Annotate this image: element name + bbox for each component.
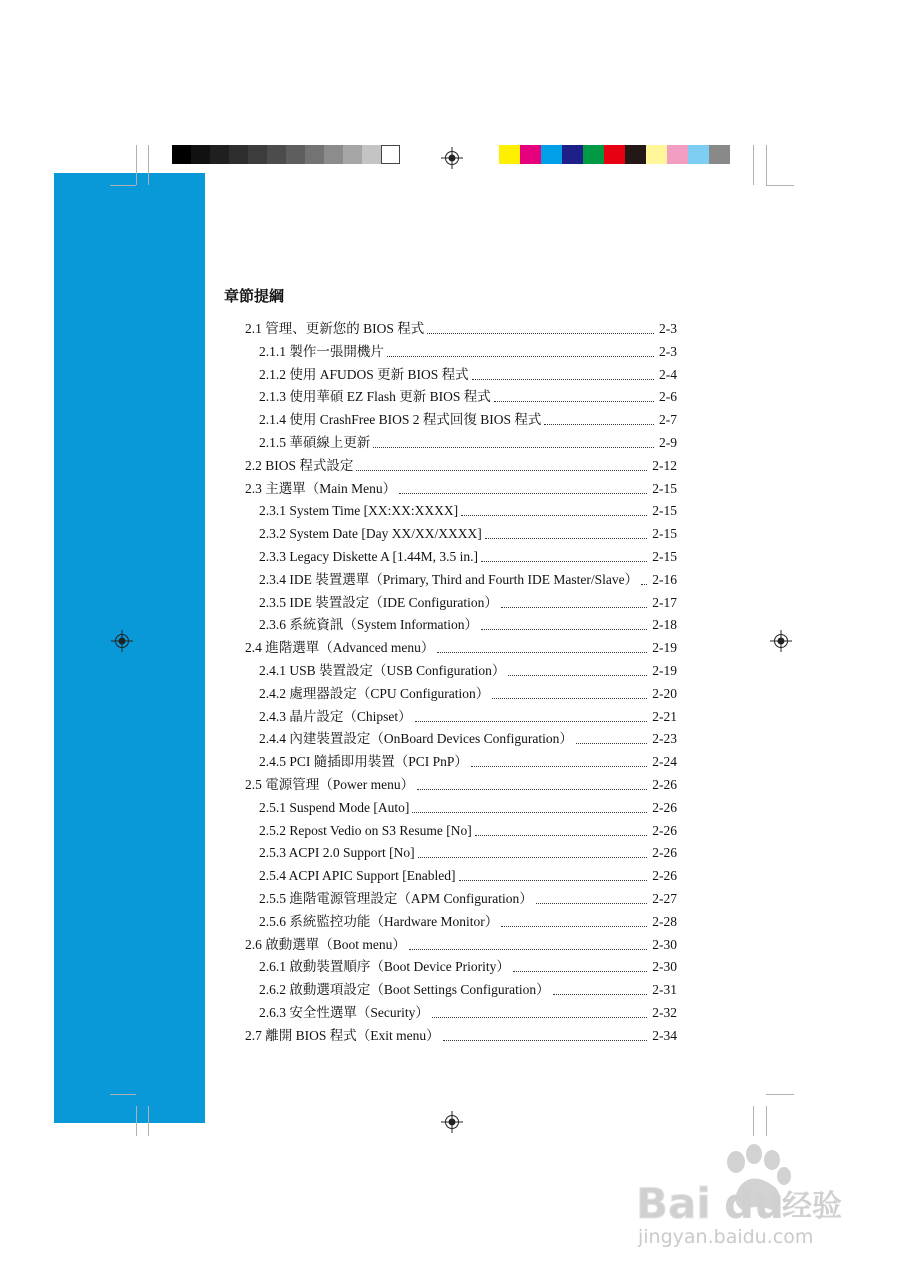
toc-dot-leader xyxy=(443,1040,648,1041)
grayscale-swatch xyxy=(286,145,305,164)
toc-entry-page: 2-31 xyxy=(652,982,677,998)
toc-entry-page: 2-34 xyxy=(652,1027,677,1043)
toc-entry-title: 2.4.5 PCI 隨插即用裝置（PCI PnP） xyxy=(259,754,468,770)
toc-entry xyxy=(259,612,677,634)
color-swatch xyxy=(667,145,688,164)
toc-entry-title: 2.4.1 USB 裝置設定（USB Configuration） xyxy=(259,663,506,678)
toc-dot-leader xyxy=(387,356,654,357)
baidu-jingyan-watermark xyxy=(636,1140,846,1250)
toc-entry xyxy=(259,704,677,726)
toc-dot-leader xyxy=(544,424,654,425)
color-swatch xyxy=(562,145,583,164)
toc-entry xyxy=(259,795,677,817)
toc-entry xyxy=(259,567,677,589)
toc-entry-page: 2-3 xyxy=(659,343,677,359)
toc-entry xyxy=(259,726,677,748)
toc-entry xyxy=(259,362,677,384)
toc-dot-leader xyxy=(412,812,647,813)
grayscale-swatch xyxy=(381,145,400,164)
toc-entry xyxy=(259,681,677,703)
toc-entry xyxy=(259,407,677,429)
toc-entry-title: 2.3.1 System Time [XX:XX:XXXX] xyxy=(259,503,459,519)
toc-entry-page: 2-17 xyxy=(652,594,677,610)
grayscale-swatch xyxy=(210,145,229,164)
grayscale-swatch xyxy=(248,145,267,164)
toc-dot-leader xyxy=(437,652,647,653)
toc-entry-page: 2-27 xyxy=(652,891,677,906)
registration-mark-icon xyxy=(770,630,792,652)
toc-dot-leader xyxy=(481,561,647,562)
toc-entry-title: 2.5.5 進階電源管理設定（APM Configuration） xyxy=(259,891,533,906)
toc-entry xyxy=(245,476,677,498)
color-swatch xyxy=(604,145,625,164)
toc-dot-leader xyxy=(641,584,647,585)
toc-dot-leader xyxy=(432,1017,647,1018)
toc-entry xyxy=(245,316,677,338)
toc-entry-title: 2.3.6 系統資訊（System Information） xyxy=(259,617,478,633)
toc-entry-page: 2-30 xyxy=(652,936,677,952)
toc-entry-title: 2.6 啟動選單（Boot menu） xyxy=(245,936,406,952)
toc-entry xyxy=(259,521,677,543)
toc-entry xyxy=(245,1023,677,1045)
toc-entry-title: 2.7 離開 BIOS 程式（Exit menu） xyxy=(245,1027,440,1043)
toc-dot-leader xyxy=(501,926,647,927)
toc-entry xyxy=(259,840,677,862)
toc-entry xyxy=(245,772,677,794)
toc-entry-title: 2.5.3 ACPI 2.0 Support [No] xyxy=(259,845,415,861)
color-swatch xyxy=(688,145,709,164)
toc-entry-page: 2-26 xyxy=(652,777,677,792)
grayscale-swatch xyxy=(343,145,362,164)
toc-entry xyxy=(259,954,677,976)
color-swatch xyxy=(583,145,604,164)
toc-entry-title: 2.4.3 晶片設定（Chipset） xyxy=(259,708,412,724)
color-swatch xyxy=(709,145,730,164)
toc-entry-page: 2-30 xyxy=(652,959,677,975)
toc-entry xyxy=(259,658,677,680)
toc-entry-title: 2.1.4 使用 CrashFree BIOS 2 程式回復 BIOS 程式 xyxy=(259,412,542,428)
toc-entry xyxy=(259,863,677,885)
toc-dot-leader xyxy=(494,401,654,402)
registration-mark-icon xyxy=(111,630,133,652)
toc-entry-title: 2.3 主選單（Main Menu） xyxy=(245,480,397,496)
watermark-cn: 经验 xyxy=(782,1189,842,1224)
toc-dot-leader xyxy=(356,470,647,471)
registration-mark-icon xyxy=(441,147,463,169)
registration-mark-icon xyxy=(441,1111,463,1133)
toc-entry-page: 2-26 xyxy=(652,868,677,884)
toc-dot-leader xyxy=(409,949,647,950)
toc-entry-page: 2-7 xyxy=(659,412,677,428)
toc-heading: 章節提綱 xyxy=(224,287,285,305)
color-swatch xyxy=(625,145,646,164)
grayscale-swatch xyxy=(362,145,381,164)
toc-entry-title: 2.5.2 Repost Vedio on S3 Resume [No] xyxy=(259,822,472,838)
toc-entry-page: 2-9 xyxy=(659,435,677,450)
toc-entry-title: 2.6.2 啟動選項設定（Boot Settings Configuration） xyxy=(259,982,550,998)
toc-entry xyxy=(245,453,677,475)
toc-entry-title: 2.1.2 使用 AFUDOS 更新 BIOS 程式 xyxy=(259,366,469,382)
watermark-url: jingyan.baidu.com xyxy=(638,1226,814,1248)
toc-dot-leader xyxy=(417,789,647,790)
toc-dot-leader xyxy=(472,379,654,380)
toc-entry-page: 2-28 xyxy=(652,913,677,929)
toc-entry-title: 2.4.4 內建裝置設定（OnBoard Devices Configuration） xyxy=(259,731,573,747)
toc-entry xyxy=(259,1000,677,1022)
toc-dot-leader xyxy=(553,994,648,995)
grayscale-swatch xyxy=(324,145,343,164)
toc-dot-leader xyxy=(513,971,647,972)
toc-entry xyxy=(259,818,677,840)
toc-entry-page: 2-3 xyxy=(659,321,677,336)
color-swatch xyxy=(520,145,541,164)
toc-entry-page: 2-15 xyxy=(652,549,677,564)
toc-entry-title: 2.4 進階選單（Advanced menu） xyxy=(245,640,435,656)
toc-entry-page: 2-32 xyxy=(652,1005,677,1020)
toc-dot-leader xyxy=(481,629,647,630)
toc-entry-page: 2-4 xyxy=(659,366,677,382)
toc-entry-title: 2.6.1 啟動裝置順序（Boot Device Priority） xyxy=(259,959,510,975)
toc-entry-page: 2-18 xyxy=(652,617,677,633)
toc-dot-leader xyxy=(418,857,648,858)
toc-dot-leader xyxy=(492,698,647,699)
grayscale-swatch xyxy=(267,145,286,164)
toc-entry-page: 2-15 xyxy=(652,503,677,519)
toc-entry xyxy=(259,384,677,406)
toc-entry xyxy=(259,339,677,361)
toc-entry-page: 2-21 xyxy=(652,708,677,724)
toc-entry-title: 2.3.3 Legacy Diskette A [1.44M, 3.5 in.] xyxy=(259,549,478,564)
toc-entry-page: 2-26 xyxy=(652,799,677,815)
toc-entry-page: 2-26 xyxy=(652,845,677,861)
toc-entry-page: 2-26 xyxy=(652,822,677,838)
toc-entry-page: 2-24 xyxy=(652,754,677,770)
toc-entry xyxy=(259,909,677,931)
toc-entry-title: 2.5 電源管理（Power menu） xyxy=(245,777,415,792)
toc-dot-leader xyxy=(501,607,647,608)
toc-dot-leader xyxy=(459,880,648,881)
toc-entry xyxy=(245,932,677,954)
toc-entry-title: 2.5.4 ACPI APIC Support [Enabled] xyxy=(259,868,456,884)
toc-entry-title: 2.3.5 IDE 裝置設定（IDE Configuration） xyxy=(259,594,498,610)
toc-entry-title: 2.2 BIOS 程式設定 xyxy=(245,457,354,473)
toc-entry xyxy=(259,749,677,771)
toc-entry-page: 2-16 xyxy=(652,571,677,587)
grayscale-swatch xyxy=(229,145,248,164)
grayscale-swatch xyxy=(191,145,210,164)
toc-entry-title: 2.1.3 使用華碩 EZ Flash 更新 BIOS 程式 xyxy=(259,389,491,405)
color-swatch xyxy=(646,145,667,164)
toc-entry xyxy=(245,635,677,657)
toc-dot-leader xyxy=(461,515,647,516)
toc-entry-title: 2.5.6 系統監控功能（Hardware Monitor） xyxy=(259,913,499,929)
toc-entry-page: 2-6 xyxy=(659,389,677,405)
toc-entry xyxy=(259,977,677,999)
toc-dot-leader xyxy=(373,447,654,448)
toc-dot-leader xyxy=(536,903,647,904)
watermark-logo: Bai xyxy=(636,1179,711,1228)
grayscale-swatch xyxy=(305,145,324,164)
toc-entry-page: 2-19 xyxy=(652,663,677,678)
toc-dot-leader xyxy=(485,538,648,539)
toc-entry-title: 2.1 管理、更新您的 BIOS 程式 xyxy=(245,321,425,336)
watermark-logo-2: du xyxy=(724,1179,784,1228)
toc-entry-page: 2-15 xyxy=(652,480,677,496)
toc-entry xyxy=(259,430,677,452)
toc-entry xyxy=(259,886,677,908)
color-swatch xyxy=(541,145,562,164)
toc-entry-title: 2.1.1 製作一張開機片 xyxy=(259,343,384,359)
toc-dot-leader xyxy=(399,493,647,494)
toc-dot-leader xyxy=(427,333,654,334)
toc-dot-leader xyxy=(508,675,647,676)
toc-entry-title: 2.6.3 安全性選單（Security） xyxy=(259,1005,429,1020)
grayscale-swatch xyxy=(172,145,191,164)
toc-entry-title: 2.1.5 華碩線上更新 xyxy=(259,435,371,450)
toc-entry-page: 2-15 xyxy=(652,526,677,542)
toc-entry-title: 2.4.2 處理器設定（CPU Configuration） xyxy=(259,685,490,701)
toc-entry-title: 2.5.1 Suspend Mode [Auto] xyxy=(259,799,410,815)
toc-entry-page: 2-12 xyxy=(652,457,677,473)
color-swatch xyxy=(499,145,520,164)
toc-entry-title: 2.3.4 IDE 裝置選單（Primary, Third and Fourth IDE Master/Slave） xyxy=(259,571,639,587)
toc-dot-leader xyxy=(471,766,647,767)
toc-entry-page: 2-19 xyxy=(652,640,677,656)
toc-entry xyxy=(259,544,677,566)
toc-dot-leader xyxy=(475,835,648,836)
toc-entry xyxy=(259,590,677,612)
toc-entry-page: 2-20 xyxy=(652,685,677,701)
toc-entry-title: 2.3.2 System Date [Day XX/XX/XXXX] xyxy=(259,526,482,542)
toc-dot-leader xyxy=(415,721,648,722)
toc-dot-leader xyxy=(576,743,647,744)
toc-entry-page: 2-23 xyxy=(652,731,677,747)
toc-entry xyxy=(259,498,677,520)
